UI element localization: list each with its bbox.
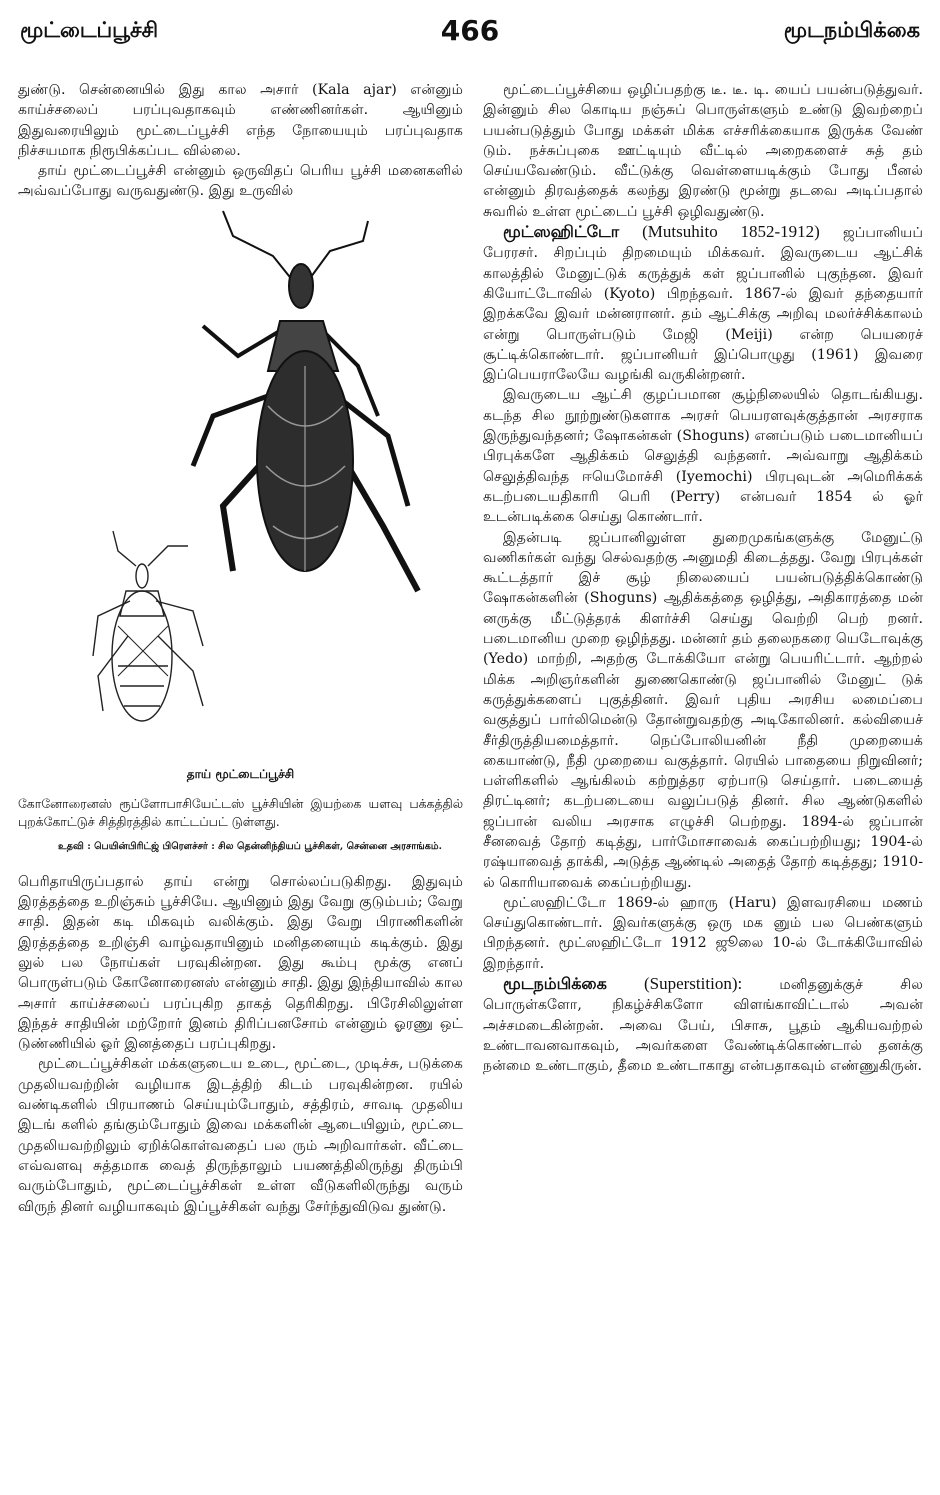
running-head-left: மூட்டைப்பூச்சி [20,18,159,42]
large-bug-icon [193,211,418,591]
entry-latin: (Mutsuhito 1852-1912) [642,222,820,242]
paragraph: இவருடைய ஆட்சி குழப்பமான சூழ்நிலையில் தொடங்கியது. கடந்த சில நூற்றுண்டுகளாக அரசர் பெயரளவுக்குத்தான் அரசராக இருந்துவந்தனர்; ஷோகன்கள் (Shoguns) எனப்படும் படைமானியப் பிரபுக்களே ஆதிக்கம் செலுத்தி வந்தனர். அவ்வாறு ஆதிக்கம் செலுத்திவந்த ஈயெமோச்சி (Iyemochi) பிரபுவுடன் அமெரிக்கக் கடற்படையதிகாரி பெரி (Perry) என்பவர் 1854 ல் ஓர் உடன்படிக்கை செய்து கொண்டார். [483,387,923,526]
page-header [20,14,920,60]
assassin-bug-drawing [18,206,463,761]
paragraph: மூட்ஸஹிட்டோ 1869-ல் ஹாரு (Haru) இளவரசியை மணம் செய்துகொண்டார். இவர்களுக்கு ஒரு மக னும் பல பெண்களும் பிறந்தனர். மூட்ஸஹிட்டோ 1912 ஜூலை 10-ல் டோக்கியோவில் இறந்தார். [483,894,923,972]
figure-title: தாய் மூட்டைப்பூச்சி [186,766,295,781]
entry-headword: மூட்ஸஹிட்டோ [503,222,620,242]
entry-body: ஜப்பானியப் பேரரசர். சிறப்பும் திறமையும் மிக்கவர். இவருடைய ஆட்சிக் காலத்தில் மேனுட்டுக் கருத்துக் கள் ஜப்பானில் புகுந்தன. இவர் கியோட்டோவில் (Kyoto) பிறந்தவர். 1867-ல் இவர் தந்தையார் இறக்கவே இவர் மன்னரானர். தம் ஆட்சிக்கு அறிவு மலர்ச்சிக்காலம் என்று பொருள்படும் மேஜி (Meiji) என்ற பெயரைச் சூட்டிக்கொண்டார். ஜப்பானியர் இப்பொழுது (1961) இவரை இப்பெயராலேயே வழங்கி வருகின்றனர். [483,225,923,384]
small-bug-outline-icon [93,531,203,721]
figure-credit: உதவி : பெயின்பிரிட்ஜ் பிரௌச்சர் : சில தென்னிந்தியப் பூச்சிகள், சென்னை அரசாங்கம். [58,840,442,852]
page-number: 466 [440,14,500,47]
insect-illustration [18,206,463,761]
paragraph: தாய் மூட்டைப்பூச்சி என்னும் ஒருவிதப் பெரிய பூச்சி மனைகளில் அவ்வப்போது வருவதுண்டு. இது உருவில் [18,163,463,200]
left-column [18,80,463,1480]
entry-body: மனிதனுக்குச் சில பொருள்களோ, நிகழ்ச்சிகளோ விளங்காவிட்டால் அவன் அச்சமடைகின்றன். அவை பேய், பிசாசு, பூதம் ஆகியவற்றல் உண்டாவனவாகவும், அவர்களை வேண்டிக்கொண்டால் தனக்கு நன்மை உண்டாகும், தீமை உண்டாகாது என்பதாகவும் எண்ணுகிருன். [483,977,923,1075]
right-column [483,80,923,1480]
entry-latin: (Superstition): [643,974,743,994]
entry-superstition [483,974,923,1076]
figure-caption: கோனோரைனஸ் ரூப்ளோபாசியேட்டஸ் பூச்சியின் இயற்கை யளவு பக்கத்தில் புறக்கோட்டுச் சித்திரத்தில் காட்டப்பட் டுள்ளது. [18,795,463,829]
entry-headword: மூடநம்பிக்கை [503,974,607,994]
paragraph: மூட்டைப்பூச்சிகள் மக்களுடைய உடை, மூட்டை, முடிச்சு, படுக்கை முதலியவற்றின் வழியாக இடத்திற் கிடம் பரவுகின்றன. ரயில் வண்டிகளில் பிரயாணம் செய்யும்போதும், சத்திரம், சாவடி முதலிய இடங் களில் தங்கும்போதும் இவை மக்களின் ஆடையிலும், மூட்டை முதலியவற்றிலும் ஏறிக்கொள்வதைப் பல ரும் அறிவார்கள். வீட்டை எவ்வளவு சுத்தமாக வைத் திருந்தாலும் பயணத்திலிருந்து திரும்பி வரும்போதும், மூட்டைப்பூச்சிகள் உள்ள வீடுகளிலிருந்து வரும் விருந் தினர் வழியாகவும் இப்பூச்சிகள் வந்து சேர்ந்துவிடுவ துண்டு. [18,1056,463,1215]
paragraph: துண்டு. சென்னையில் இது கால அசார் (Kala ajar) என்னும் காய்ச்சலைப் பரப்புவதாகவும் எண்ணினர்கள். ஆயினும் இதுவரையிலும் மூட்டைப்பூச்சி எந்த நோயையும் பரப்புவதாக நிச்சயமாக நிரூபிக்கப்பட வில்லை. [18,82,463,159]
paragraph: மூட்டைப்பூச்சியை ஒழிப்பதற்கு டீ. டீ. டி. யைப் பயன்படுத்துவர். இன்னும் சில கொடிய நஞ்சுப் பொருள்களும் உண்டு இவற்றைப் பயன்படுத்தும் போது மக்கள் மிக்க எச்சரிக்கையாக இருக்க வேண் டும். நச்சுப்புகை ஊட்டியும் வீட்டில் அறைகளைச் சுத் தம் செய்யவேண்டும். வீட்டுக்கு வெள்ளையடிக்கும் போது பீனல் என்னும் திரவத்தைக் கலந்து இரண்டு மூன்று தடவை அடிப்பதால் சுவரில் உள்ள மூட்டைப் பூச்சி ஒழிவதுண்டு. [483,82,923,220]
paragraph: பெரிதாயிருப்பதால் தாய் என்று சொல்லப்படுகிறது. இதுவும் இரத்தத்தை உறிஞ்சும் பூச்சியே. ஆயினும் இது வேறு குடும்பம்; வேறு சாதி. இதன் கடி மிகவும் வலிக்கும். இது வேறு பிராணிகளின் இரத்தத்தை உறிஞ்சி வாழ்வதாயினும் மனிதனையும் கடிக்கும். இது லுல் பல நோய்கள் பரவுகின்றன. இது கூம்பு மூக்கு எனப் பொருள்படும் கோனோரைனஸ் என்னும் சாதி. இது இந்தியாவில் கால அசார் காய்ச்சலைப் பரப்புகிற தாகத் தெரிகிறது. பிரேசிலிலுள்ள இந்தச் சாதியின் மற்றோர் இனம் திரிப்பனசோம் என்னும் ஓரணு ஒட் டுண்ணியில் ஓர் இனத்தைப் பரப்புகிறது. [18,873,463,1053]
paragraph: இதன்படி ஜப்பானிலுள்ள துறைமுகங்களுக்கு மேனுட்டு வணிகர்கள் வந்து செல்வதற்கு அனுமதி கிடைத்தது. வேறு பிரபுக்கள் கூட்டத்தார் இச் சூழ் நிலையைப் பயன்படுத்திக்கொண்டு ஷோகன்களின் (Shoguns) ஆதிக்கத்தை ஒழித்து, அதிகாரத்தை மன் னருக்கு மீட்டுத்தரக் கிளர்ச்சி செய்து வெற்றி பெற் றனர். படைமானிய முறை ஒழிந்தது. மன்னர் தம் தலைநகரை யெடோவுக்கு (Yedo) மாற்றி, அதற்கு டோக்கியோ என்று பெயரிட்டார். ஆற்றல் மிக்க அறிஞர்களின் துணைகொண்டு ஜப்பானில் மேனுட் டுக் கருத்துக்களைப் புகுத்தினர். இவர் புதிய அரசிய லமைப்பை வகுத்துப் பார்லிமென்டு தோன்றுவதற்கு அடிகோலினர். கல்வியைச் சீர்திருத்தியமைத்தார். நெப்போலியனின் நீதி முறையைக் கையாண்டு, நீதி முறையை வகுத்தார். ரெயில் பாதையை நிறுவினர்; பள்ளிகளில் ஆங்கிலம் கற்றுத்தர ஏற்பாடு செய்தார். படையைத் திரட்டினர்; கடற்படையை வலுப்படுத் தினர். சில ஆண்டுகளில் ஜப்பான் வலிய அரசாக எழுச்சி பெற்றது. 1894-ல் ஜப்பான் சீனவைத் தோற் கடித்து, பார்மோசாவைக் கைப்பற்றியது; 1904-ல் ரஷ்யாவைத் தாக்கி, அடுத்த ஆண்டில் அதைத் தோற் கடித்தது; 1910-ல் கொரியாவைக் கைப்பற்றியது. [483,529,923,891]
running-head-right: மூடநம்பிக்கை [783,18,920,42]
entry-mutsuhito [483,222,923,385]
